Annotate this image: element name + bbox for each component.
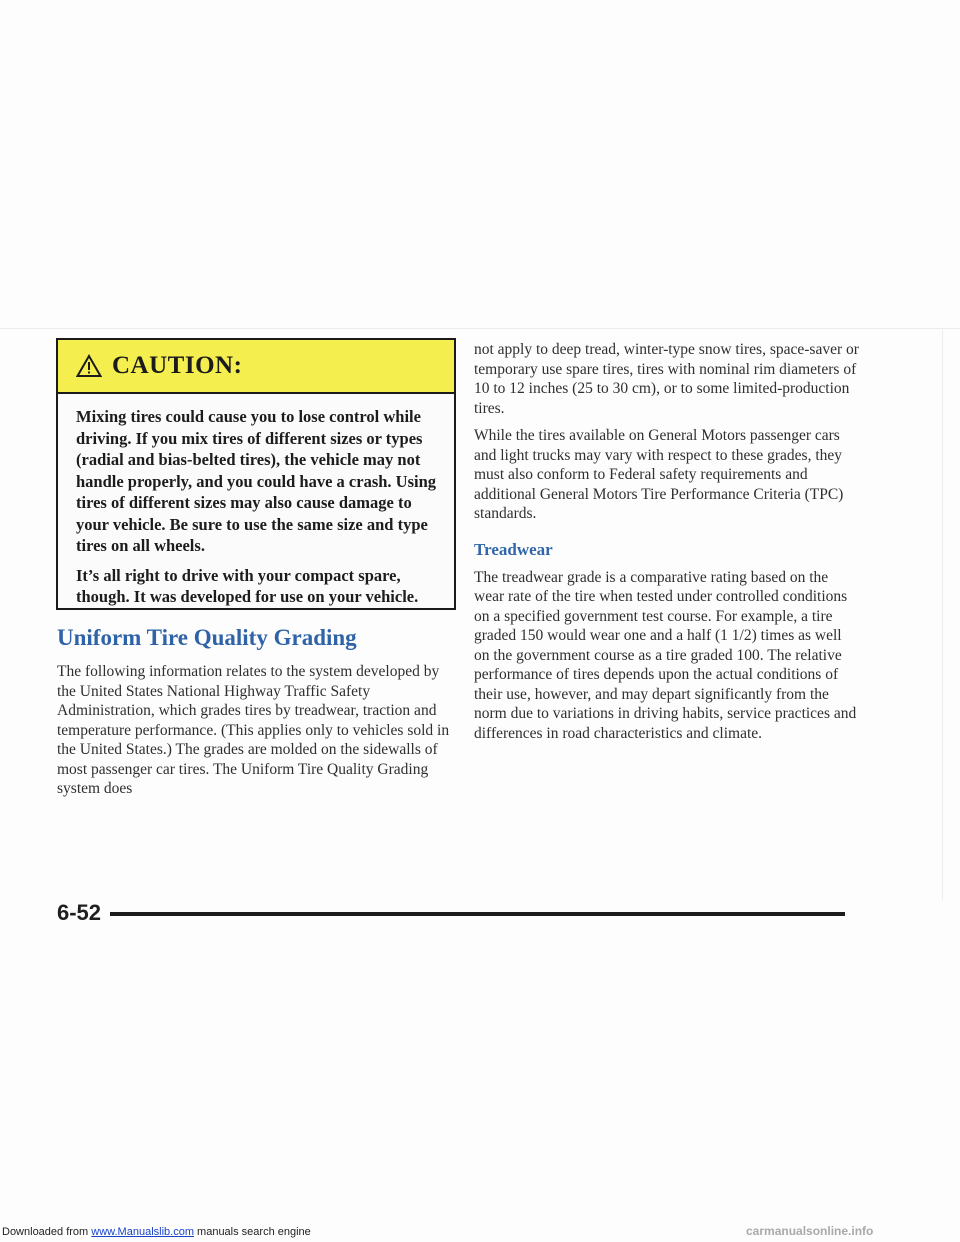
caution-box <box>56 338 456 610</box>
caution-body <box>58 394 454 608</box>
footer-rule <box>110 912 845 916</box>
watermark: carmanualsonline.info <box>746 1224 874 1238</box>
download-banner <box>2 1226 311 1238</box>
page-number: 6-52 <box>57 900 102 925</box>
section-text: The following information relates to the system developed by the United States National Highway Traffic Safety Administration, which grades tires by treadwear, traction and temperature performance. (This applies only to vehicles sold in the United States.) The grades are molded on the sidewalls of most passenger car tires. The Uniform Tire Quality Grading system does <box>57 663 450 797</box>
caution-paragraph-2: It’s all right to drive with your compact spare, though. It was developed for use on your vehicle. <box>76 565 419 606</box>
caution-title: CAUTION: <box>112 352 243 379</box>
right-column <box>474 340 859 743</box>
right-paragraph-3: The treadwear grade is a comparative rating based on the wear rate of the tire when tested under controlled conditions on a specified government test course. For example, a tire graded 150 would wear one and a half (1 1/2) times as well on the government course as a tire graded 100. The relative performance of tires depends upon the actual conditions of their use, however, and may depart significantly from the norm due to variations in driving habits, service practices and differences in road characteristics and climate. <box>474 568 857 742</box>
banner-suffix: manuals search engine <box>193 1226 311 1238</box>
section-heading: Uniform Tire Quality Grading <box>57 625 357 650</box>
manualslib-link[interactable]: www.Manualslib.com <box>91 1226 194 1238</box>
top-divider <box>0 328 960 329</box>
right-paragraph-2: While the tires available on General Motors passenger cars and light trucks may vary with respect to these grades, they must also conform to Federal safety requirements and additional General Motors Tire Performance Criteria (TPC) standards. <box>474 427 844 522</box>
caution-header <box>58 340 454 394</box>
caution-paragraph-1: Mixing tires could cause you to lose control while driving. If you mix tires of different sizes or types (radial and bias-belted tires), the vehicle may not handle properly, and you could have a crash. Using tires of different sizes may also cause damage to your vehicle. Be sure to use the same size and type tires on all wheels. <box>76 407 437 555</box>
banner-prefix: Downloaded from <box>2 1226 92 1238</box>
right-divider <box>942 330 943 900</box>
right-paragraph-1: not apply to deep tread, winter-type snow tires, space-saver or temporary use spare tires, tires with nominal rim diameters of 10 to 12 inches (25 to 30 cm), or to some limited-production tires. <box>474 341 859 417</box>
warning-triangle-icon <box>76 354 102 378</box>
treadwear-heading: Treadwear <box>474 539 553 559</box>
